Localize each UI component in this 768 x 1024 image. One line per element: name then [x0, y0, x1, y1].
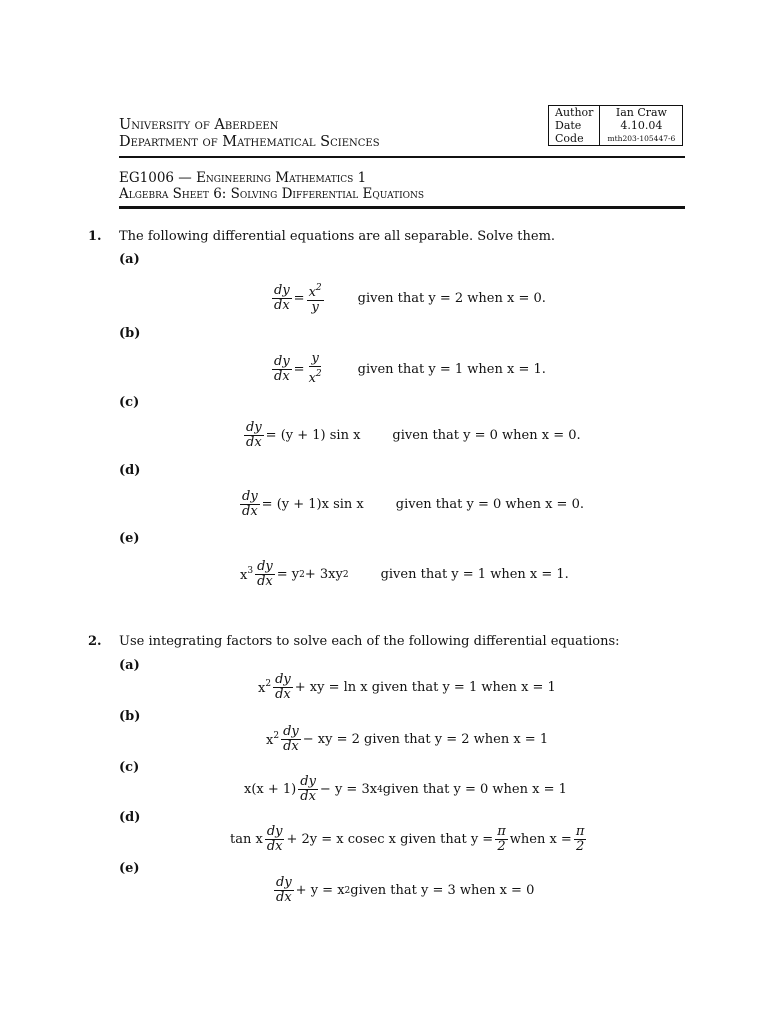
department-name: Department of Mathematical Sciences: [119, 134, 380, 150]
equation: tan x $\frac{dy}{dx}$ + 2y = x cosec x given that y = $\frac{\pi}{2}$ when x = $\frac{\pi}{2}$: [230, 824, 585, 854]
part-label: (e): [119, 531, 140, 546]
fraction: $\frac{dy}{dx}$: [275, 672, 291, 702]
part-label: (a): [119, 252, 140, 267]
meta-label: Code: [555, 132, 584, 145]
question-number: 1.: [88, 229, 102, 244]
equation: $\frac{dy}{dx}$ = $\frac{x^2}{y}$ given that y = 2 when x = 0.: [274, 282, 546, 315]
equation: $\frac{dy}{dx}$ + y = x 2 given that y = 3 when x = 0: [276, 875, 535, 905]
part-label: (a): [119, 658, 140, 673]
fraction: $\frac{dy}{dx}$: [300, 774, 316, 804]
condition-text: given that y = 2 when x = 0.: [357, 290, 546, 306]
question-number: 2.: [88, 634, 102, 649]
divider: [119, 206, 685, 209]
divider: [119, 156, 685, 158]
part-label: (e): [119, 861, 140, 876]
condition-text: given that y = 0 when x = 0.: [392, 428, 581, 443]
equation: $x^2$ $\frac{dy}{dx}$ + xy = ln x given that y = 1 when x = 1: [258, 672, 556, 702]
fraction: $\frac{dy}{dx}$: [283, 724, 299, 754]
fraction: $\frac{dy}{dx}$: [242, 489, 258, 519]
condition-text: given that y = 1 when x = 1.: [380, 567, 569, 582]
fraction: $\frac{dy}{dx}$: [276, 875, 292, 905]
fraction: $\frac{x^2}{y}$: [308, 283, 322, 315]
course-code-line: EG1006 — Engineering Mathematics 1: [119, 170, 367, 186]
part-label: (d): [119, 810, 141, 825]
meta-value: 4.10.04: [600, 119, 683, 132]
question-text: The following differential equations are all separable. Solve them.: [119, 229, 556, 244]
meta-label: Date: [555, 119, 582, 132]
part-label: (b): [119, 326, 141, 341]
fraction: $\frac{dy}{dx}$: [266, 824, 283, 854]
university-header: [119, 117, 380, 151]
course-heading: [119, 170, 424, 202]
fraction: $\frac{dy}{dx}$: [274, 353, 290, 384]
part-label: (b): [119, 709, 141, 724]
equation: x(x + 1) $\frac{dy}{dx}$ − y = 3x 4 given that y = 0 when x = 1: [244, 774, 567, 804]
equation: $\frac{dy}{dx}$ = (y + 1) sin x given that y = 0 when x = 0.: [246, 420, 581, 450]
meta-value: mth203-105447-6: [600, 132, 683, 146]
equation: $\frac{dy}{dx}$ = (y + 1)x sin x given that y = 0 when x = 0.: [242, 489, 584, 519]
equation: $x^2$ $\frac{dy}{dx}$ − xy = 2 given that y = 2 when x = 1: [266, 724, 549, 754]
fraction: $\frac{dy}{dx}$: [257, 559, 273, 589]
sheet-title: Algebra Sheet 6: Solving Differential Equations: [119, 186, 425, 202]
document-meta-table: [548, 105, 683, 146]
equation: $x^3$ $\frac{dy}{dx}$ = y 2 + 3xy 2 given that y = 1 when x = 1.: [240, 559, 569, 589]
meta-label: Author: [555, 106, 594, 119]
fraction: $\frac{\pi}{2}$: [497, 824, 506, 854]
part-label: (c): [119, 760, 140, 775]
university-name: University of Aberdeen: [119, 117, 279, 133]
part-label: (c): [119, 395, 140, 410]
fraction: $\frac{dy}{dx}$: [274, 282, 290, 313]
meta-value: Ian Craw: [600, 106, 683, 120]
fraction: $\frac{\pi}{2}$: [575, 824, 585, 854]
question-text: Use integrating factors to solve each of the following differential equations:: [119, 634, 620, 649]
condition-text: given that y = 1 when x = 1.: [357, 361, 546, 377]
fraction: $\frac{y}{x^2}$: [308, 351, 322, 386]
equation: $\frac{dy}{dx}$ = $\frac{y}{x^2}$ given that y = 1 when x = 1.: [274, 351, 546, 386]
part-label: (d): [119, 463, 141, 478]
condition-text: given that y = 0 when x = 0.: [395, 497, 584, 512]
fraction: $\frac{dy}{dx}$: [246, 420, 262, 450]
